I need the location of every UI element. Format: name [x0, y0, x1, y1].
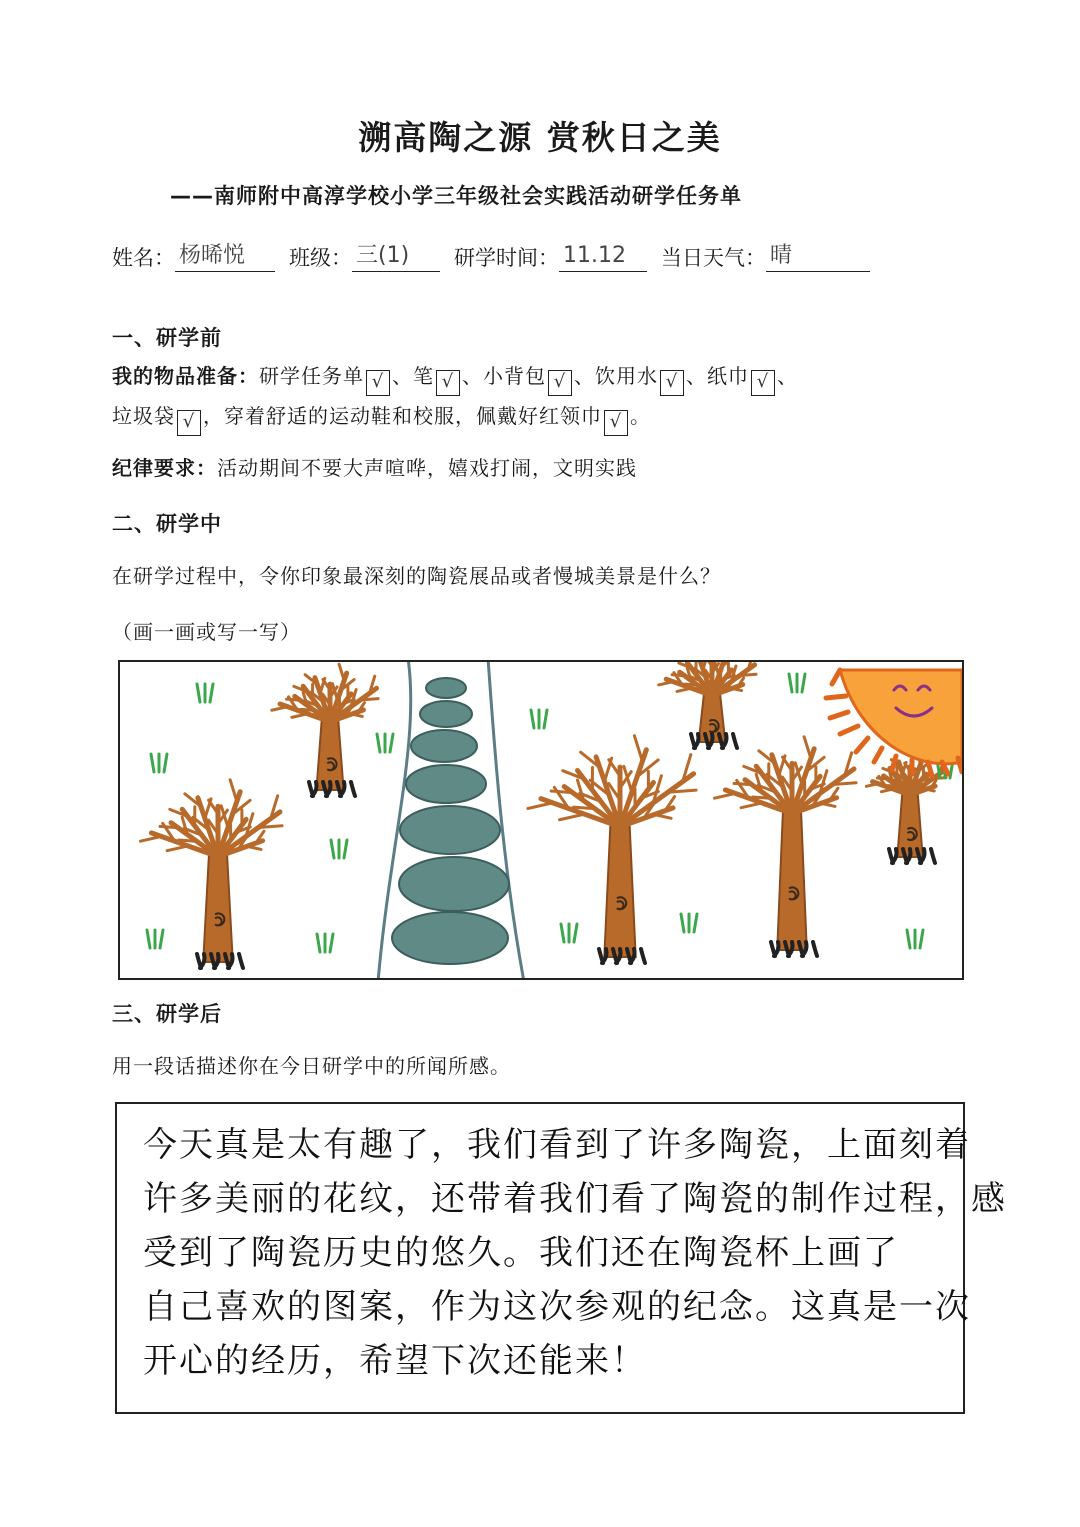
- drawing-hint: （画一画或写一写）: [112, 620, 301, 644]
- item-water-checkbox[interactable]: √: [660, 370, 684, 396]
- grass-tuft: [151, 754, 167, 772]
- grass-tuft: [789, 674, 805, 692]
- grass-tuft: [331, 840, 347, 858]
- sun-icon: [826, 670, 962, 776]
- time-field[interactable]: 11.12: [559, 241, 647, 272]
- weather-label: 当日天气：: [661, 246, 766, 270]
- item-water: 饮用水: [595, 364, 658, 388]
- autumn-drawing: [120, 662, 962, 978]
- item-trash-bag: 垃圾袋: [112, 404, 175, 428]
- stone: [426, 678, 466, 698]
- item-backpack-checkbox[interactable]: √: [548, 370, 572, 396]
- time-label: 研学时间：: [454, 246, 559, 270]
- item-backpack: 小背包: [483, 364, 546, 388]
- grass-tuft: [907, 930, 923, 948]
- tree: [714, 737, 856, 956]
- class-field[interactable]: 三(1): [352, 241, 440, 272]
- tree: [272, 664, 378, 796]
- grass-tuft: [561, 924, 577, 942]
- items-line-2: [112, 400, 651, 436]
- drawing-area[interactable]: [118, 660, 964, 980]
- section-during-heading: 二、研学中: [112, 512, 222, 536]
- grass-tuft: [317, 934, 333, 952]
- item-tissue-checkbox[interactable]: √: [751, 370, 775, 396]
- rules-label: 纪律要求：: [112, 456, 217, 480]
- separator: 、: [777, 364, 798, 388]
- page-subtitle: ——南师附中高淳学校小学三年级社会实践活动研学任务单: [170, 184, 742, 208]
- autumn-trees: [140, 662, 946, 968]
- essay-line: 开心的经历，希望下次还能来！: [143, 1341, 647, 1381]
- items-line: [112, 360, 798, 396]
- student-info-row: [112, 232, 952, 272]
- item-task-sheet-checkbox[interactable]: √: [366, 370, 390, 396]
- item-tissue: 纸巾: [707, 364, 749, 388]
- stone: [406, 765, 486, 803]
- grass-tuft: [377, 734, 393, 752]
- grass-tuft: [681, 914, 697, 932]
- grass-tuft: [147, 930, 163, 948]
- tree: [866, 752, 946, 863]
- red-scarf-checkbox[interactable]: √: [604, 410, 628, 436]
- item-pen-checkbox[interactable]: √: [436, 370, 460, 396]
- essay-line: 今天真是太有趣了，我们看到了许多陶瓷，上面刻着: [143, 1125, 971, 1165]
- stone: [420, 701, 472, 727]
- essay-line: 自己喜欢的图案，作为这次参观的纪念。这真是一次: [143, 1287, 971, 1327]
- tree: [659, 662, 756, 748]
- dress-requirement: ，穿着舒适的运动鞋和校服，佩戴好红领巾: [203, 404, 602, 428]
- essay-line: 许多美丽的花纹，还带着我们看了陶瓷的制作过程，感: [143, 1179, 1007, 1219]
- stone: [392, 912, 508, 964]
- name-label: 姓名：: [112, 246, 175, 270]
- section-after-heading: 三、研学后: [112, 1002, 222, 1026]
- drawing-question: 在研学过程中，令你印象最深刻的陶瓷展品或者慢城美景是什么？: [112, 564, 721, 588]
- grass-tuft: [531, 710, 547, 728]
- rules-line: [112, 452, 637, 481]
- page-title: 溯高陶之源 赏秋日之美: [358, 118, 722, 157]
- grass-tuft: [197, 684, 213, 702]
- essay-area[interactable]: [115, 1102, 1007, 1414]
- essay-question: 用一段话描述你在今日研学中的所闻所感。: [112, 1054, 511, 1078]
- period: 。: [630, 404, 651, 428]
- stone: [411, 730, 477, 762]
- separator: 、: [462, 364, 483, 388]
- separator: 、: [686, 364, 707, 388]
- class-label: 班级：: [289, 246, 352, 270]
- essay-text: [143, 1118, 1007, 1388]
- item-trash-bag-checkbox[interactable]: √: [177, 410, 201, 436]
- stone: [400, 806, 500, 854]
- section-before-heading: 一、研学前: [112, 326, 222, 350]
- item-task-sheet: 研学任务单: [259, 364, 364, 388]
- weather-field[interactable]: 晴: [766, 241, 870, 272]
- rules-text: 活动期间不要大声喧哗，嬉戏打闹，文明实践: [217, 456, 637, 480]
- essay-line: 受到了陶瓷历史的悠久。我们还在陶瓷杯上画了: [143, 1233, 899, 1273]
- item-pen: 笔: [413, 364, 434, 388]
- stone: [399, 857, 509, 911]
- separator: 、: [392, 364, 413, 388]
- name-field[interactable]: 杨晞悦: [175, 241, 275, 272]
- items-label: 我的物品准备：: [112, 364, 259, 388]
- tree: [528, 736, 696, 963]
- separator: 、: [574, 364, 595, 388]
